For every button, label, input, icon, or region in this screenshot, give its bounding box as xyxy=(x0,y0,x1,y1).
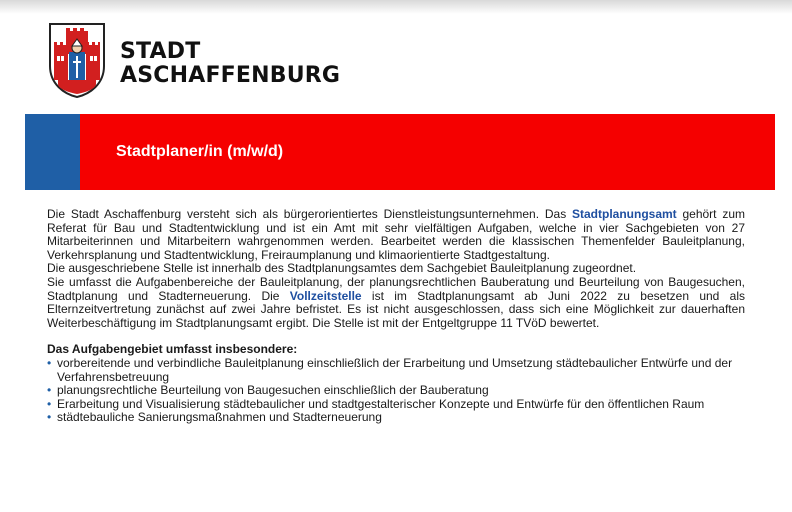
list-item xyxy=(47,411,745,425)
top-shade xyxy=(0,0,792,14)
bullet-icon: • xyxy=(47,396,52,411)
job-title: Stadtplaner/in (m/w/d) xyxy=(116,143,284,160)
list-item xyxy=(47,384,745,398)
highlight-vollzeitstelle: Vollzeitstelle xyxy=(289,288,362,303)
banner-blue-bar xyxy=(25,114,80,190)
tasks-heading: Das Aufgabengebiet umfasst insbesondere: xyxy=(47,342,298,357)
task-text: vorbereitende und verbindliche Bauleitplanung einschließlich der Erarbeitung und Umsetzung städtebaulicher Entwürfe und der Verfahrensbetreuung xyxy=(57,355,733,384)
city-crest-icon xyxy=(48,22,106,98)
scope-text-1: Sie umfasst die Aufgabenbereiche der Bauleitplanung, der planungsrechtlichen Bauberatung und Beurteilung von Baugesuchen, Stadtplanung und Stadterneuerung. Die xyxy=(47,274,745,303)
scope-text-2: ist im Stadtplanungsamt ab Juni 2022 zu besetzen und als Elternzeitvertretung zunächst auf zwei Jahre befristet. Es ist nicht ausgeschlossen, dass sich eine Möglichkeit zur dauerhaften Weiterbeschäftigung im Stadtplanungsamt ergibt. Die Stelle ist mit der Entgeltgruppe 11 TVöD bewertet. xyxy=(47,288,746,330)
scope-paragraph xyxy=(47,276,745,330)
title-banner xyxy=(25,114,775,190)
task-text: planungsrechtliche Beurteilung von Baugesuchen einschließlich der Bauberatung xyxy=(57,383,489,398)
intro-paragraph xyxy=(47,208,745,262)
list-item xyxy=(47,357,745,384)
highlight-stadtplanungsamt: Stadtplanungsamt xyxy=(572,207,677,221)
bullet-icon: • xyxy=(47,383,52,398)
bullet-icon: • xyxy=(47,410,52,425)
task-text: Erarbeitung und Visualisierung städtebaulicher und stadtgestalterischer Konzepte und Entwürfe für den öffentlichen Raum xyxy=(57,396,705,411)
intro-text-1: Die Stadt Aschaffenburg versteht sich als bürgerorientiertes Dienstleistungsunternehmen. Das xyxy=(47,207,572,221)
tasks-list xyxy=(47,357,745,425)
city-name xyxy=(120,40,340,88)
list-item xyxy=(47,398,745,412)
logo-line-aschaffenburg: ASCHAFFENBURG xyxy=(120,63,341,88)
intro-text-2: gehört zum Referat für Bau und Stadtentwicklung und ist ein Amt mit sehr vielfältigen Aufgaben, welche in vier Sachgebieten von 27 Mitarbeiterinnen und Mitarbeitern wahrgenommen werden. Bearbeitet werden die klassischen Themenfelder Bauleitplanung, Verkehrsplanung und Stadtentwicklung, Freiraumplanung und klimaorientierte Stadtgestaltung. xyxy=(47,207,745,262)
job-description xyxy=(47,208,745,425)
logo-line-stadt: STADT xyxy=(120,39,201,64)
task-text: städtebauliche Sanierungsmaßnahmen und Stadterneuerung xyxy=(57,410,382,425)
bullet-icon: • xyxy=(47,355,52,370)
assignment-paragraph: Die ausgeschriebene Stelle ist innerhalb des Stadtplanungsamtes dem Sachgebiet Bauleitplanung zugeordnet. xyxy=(47,261,637,276)
